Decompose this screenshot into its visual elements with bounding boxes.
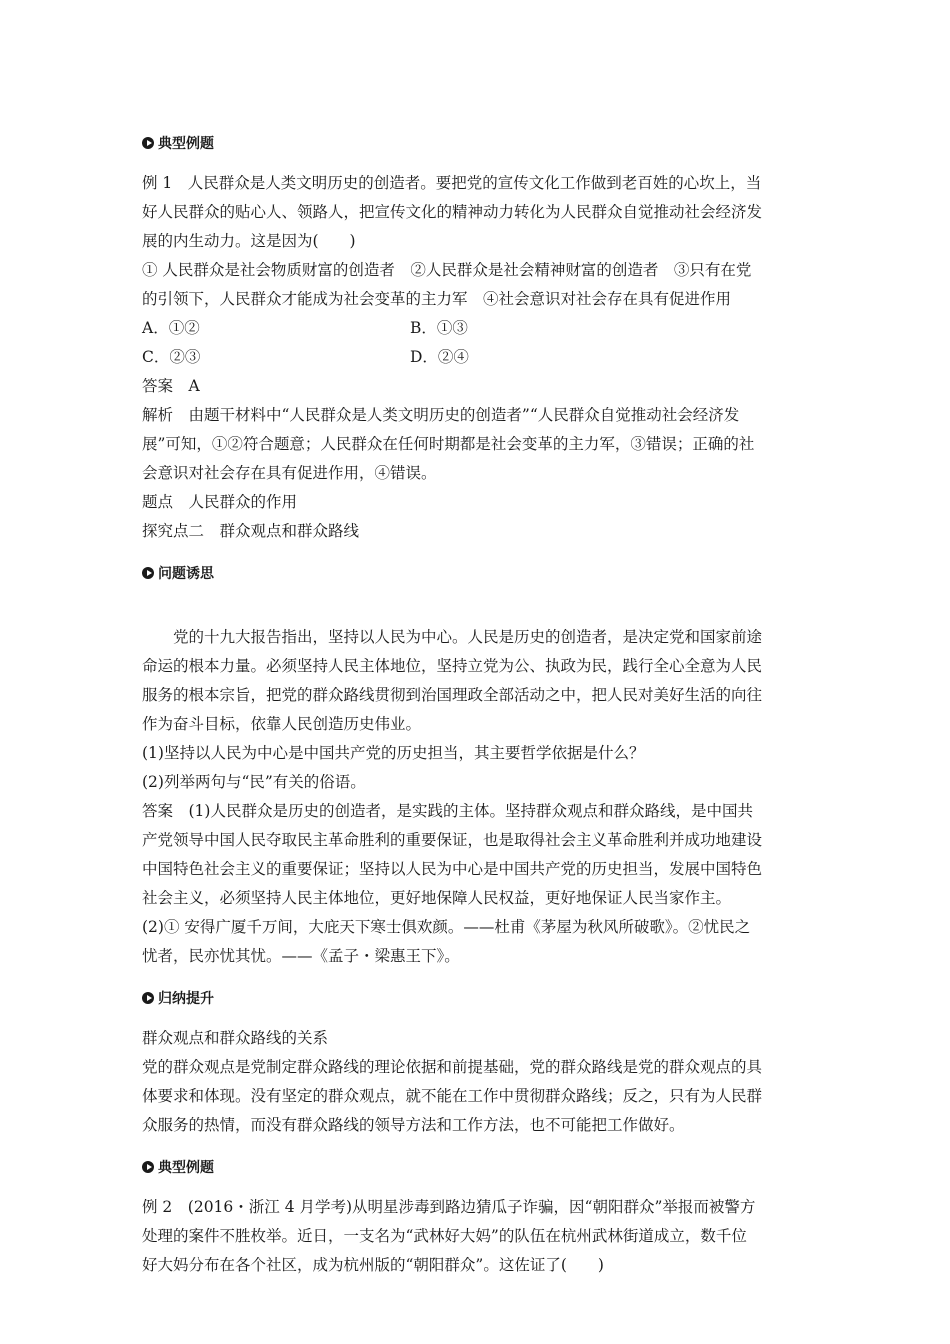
summary-line: 体要求和体现。没有坚定的群众观点，就不能在工作中贯彻群众路线；反之，只有为人民群 [142,1087,763,1105]
inquiry-block [142,623,812,971]
answer-line: (2)① 安得广厦千万间，大庇天下寒士俱欢颜。——杜甫《茅屋为秋风所破歌》。②忧民之 [142,918,751,936]
question-stem-line: 的引领下，人民群众才能成为社会变革的主力军 ④社会意识对社会存在具有促进作用 [142,290,732,308]
example-2 [142,1193,812,1280]
material-line: 作为奋斗目标，依靠人民创造历史伟业。 [142,715,422,733]
answer-line: 答案 (1)人民群众是历史的创造者，是实践的主体。坚持群众观点和群众路线，是中国共 [142,802,753,820]
section-heading [142,558,812,587]
document-page [142,128,812,1280]
answer-line: 产党领导中国人民夺取民主革命胜利的重要保证，也是取得社会主义革命胜利并成功地建设 [142,831,763,849]
options-row [142,314,812,343]
option-c: C．②③ [142,348,201,366]
answer-line: 社会主义，必须坚持人民主体地位，更好地保障人民权益，更好地保证人民当家作主。 [142,889,732,907]
section-title: 归纳提升 [158,990,214,1007]
play-circle-icon [142,137,154,149]
question-stem-line: 处理的案件不胜枚举。近日，一支名为“武林好大妈”的队伍在杭州武林街道成立，数千位 [142,1227,747,1245]
question-stem-line: 例 2 (2016・浙江 4 月学考)从明星涉毒到路边猜瓜子诈骗，因“朝阳群众”举报而被警方 [142,1198,756,1216]
inquiry-point-heading: 探究点二 群众观点和群众路线 [142,522,360,540]
option-d: D．②④ [410,348,469,366]
play-circle-icon [142,992,154,1004]
topic-line: 题点 人民群众的作用 [142,493,298,511]
section-heading [142,128,812,157]
section-title: 典型例题 [158,135,214,152]
question-stem-line: ① 人民群众是社会物质财富的创造者 ②人民群众是社会精神财富的创造者 ③只有在党 [142,261,752,279]
question-line: (1)坚持以人民为中心是中国共产党的历史担当，其主要哲学依据是什么？ [142,744,645,762]
section-heading [142,983,812,1012]
section-title: 问题诱思 [158,565,214,582]
answer-line: 中国特色社会主义的重要保证；坚持以人民为中心是中国共产党的历史担当，发展中国特色 [142,860,763,878]
answer-line: 答案 A [142,377,200,395]
summary-title: 群众观点和群众路线的关系 [142,1029,329,1047]
question-stem-line: 好人民群众的贴心人、领路人，把宣传文化的精神动力转化为人民群众自觉推动社会经济发 [142,203,763,221]
summary-line: 党的群众观点是党制定群众路线的理论依据和前提基础，党的群众路线是党的群众观点的具 [142,1058,763,1076]
option-a: A．①② [142,319,200,337]
question-stem-line: 好大妈分布在各个社区，成为杭州版的“朝阳群众”。这佐证了( ) [142,1256,604,1274]
material-line: 党的十九大报告指出，坚持以人民为中心。人民是历史的创造者，是决定党和国家前途 [173,628,763,646]
analysis-line: 解析 由题干材料中“人民群众是人类文明历史的创造者”“人民群众自觉推动社会经济发 [142,406,740,424]
material-line: 命运的根本力量。必须坚持人民主体地位，坚持立党为公、执政为民，践行全心全意为人民 [142,657,763,675]
material-line: 服务的根本宗旨，把党的群众路线贯彻到治国理政全部活动之中，把人民对美好生活的向往 [142,686,763,704]
section-title: 典型例题 [158,1159,214,1176]
answer-line: 忧者，民亦忧其忧。——《孟子・梁惠王下》。 [142,947,460,965]
question-line: (2)列举两句与“民”有关的俗语。 [142,773,366,791]
option-b: B．①③ [410,319,468,337]
section-heading [142,1152,812,1181]
analysis-line: 展”可知，①②符合题意；人民群众在任何时期都是社会变革的主力军，③错误；正确的社 [142,435,755,453]
analysis-line: 会意识对社会存在具有促进作用，④错误。 [142,464,437,482]
example-1 [142,169,812,546]
play-circle-icon [142,567,154,579]
play-circle-icon [142,1161,154,1173]
question-stem-line: 例 1 人民群众是人类文明历史的创造者。要把党的宣传文化工作做到老百姓的心坎上，当 [142,174,762,192]
options-row [142,343,812,372]
summary-block [142,1024,812,1140]
question-stem-line: 展的内生动力。这是因为( ) [142,232,356,250]
summary-line: 众服务的热情，而没有群众路线的领导方法和工作方法，也不可能把工作做好。 [142,1116,685,1134]
